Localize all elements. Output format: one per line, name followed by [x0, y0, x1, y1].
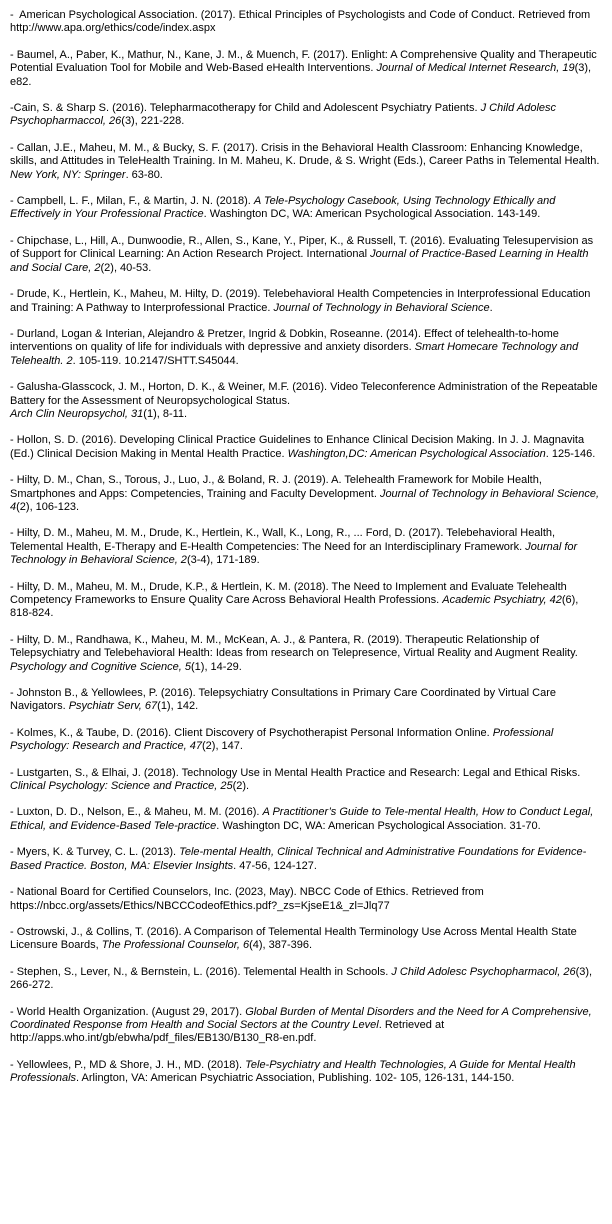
reference-text-segment: - Hilty, D. M., Randhawa, K., Maheu, M. M., McKean, A. J., & Pantera, R. (2019). Therapeutic Relationship of Telepsychiatry and Telebehavioral Health: Ideas from research on Telepresence, Virtual Reality and Augment Reality.	[10, 633, 581, 660]
reference-italic-segment: Journal for Technology in Behavioral Science, 2	[10, 540, 581, 567]
reference-text-segment: (2), 106-123.	[16, 500, 80, 513]
references-list	[10, 9, 602, 1086]
reference-item	[10, 634, 602, 674]
reference-text-segment: (3-4), 171-189.	[186, 554, 260, 567]
reference-item	[10, 767, 602, 794]
reference-item	[10, 288, 602, 315]
reference-text-segment: .	[489, 301, 493, 314]
reference-italic-segment: Journal of Practice-Based Learning in Health and Social Care, 2	[10, 248, 592, 274]
reference-text-segment: (2), 40-53.	[100, 261, 152, 274]
reference-text-segment: - American Psychological Association. (2017). Ethical Principles of Psychologists and Code of Conduct. Retrieved from http://www.apa.org/ethics/code/index.aspx	[10, 9, 594, 35]
reference-item	[10, 1006, 602, 1046]
reference-text-segment: . 63-80.	[125, 168, 163, 181]
reference-text-segment: . 125-146.	[545, 447, 596, 460]
reference-item	[10, 195, 602, 222]
reference-item	[10, 886, 602, 913]
reference-italic-segment: Journal of Medical Internet Research, 19	[376, 62, 575, 75]
reference-italic-segment: Professional Psychology: Research and Practice, 47	[10, 726, 557, 753]
reference-text-segment: . Washington DC, WA: American Psychological Association. 143-149.	[203, 208, 541, 221]
reference-text-segment: - Hollon, S. D. (2016). Developing Clinical Practice Guidelines to Enhance Clinical Decision Making. In J. J. Magnavita (Ed.) Clinical Decision Making in Mental Health Practice.	[10, 434, 588, 460]
reference-item	[10, 235, 602, 275]
reference-text-segment: (2), 147.	[202, 740, 243, 753]
reference-item	[10, 581, 602, 621]
reference-italic-segment: Smart Homecare Technology and Telehealth. 2	[10, 341, 582, 367]
reference-text-segment: (1), 8-11.	[143, 407, 188, 420]
reference-italic-segment: Arch Clin Neuropsychol, 31	[10, 407, 144, 420]
reference-text-segment: - Callan, J.E., Maheu, M. M., & Bucky, S. F. (2017). Crisis in the Behavioral Health Classroom: Enhancing Knowledge, skills, and Attitudes in TeleHealth Training. In M. Maheu, K. Drude, & S. Wright (Eds.), Career Paths in Telemental Health.	[10, 141, 603, 168]
reference-text-segment: - Luxton, D. D., Nelson, E., & Maheu, M. M. (2016).	[10, 806, 263, 819]
reference-italic-segment: Clinical Psychology: Science and Practice, 25	[10, 780, 233, 793]
reference-italic-segment: Psychiatr Serv, 67	[68, 700, 158, 713]
reference-item	[10, 527, 602, 567]
reference-item	[10, 966, 602, 993]
reference-text-segment: (2).	[232, 780, 250, 793]
reference-text-segment: - Campbell, L. F., Milan, F., & Martin, J. N. (2018).	[10, 195, 254, 208]
reference-item	[10, 474, 602, 514]
reference-text-segment: . 105-119. 10.2147/SHTT.S45044.	[72, 354, 239, 367]
reference-text-segment: - Myers, K. & Turvey, C. L. (2013).	[10, 846, 180, 859]
reference-italic-segment: Academic Psychiatry, 42	[442, 594, 562, 606]
reference-italic-segment: J Child Adolesc Psychopharmacol, 26	[391, 965, 576, 978]
reference-item	[10, 49, 602, 89]
reference-text-segment: (4), 387-396.	[249, 939, 313, 952]
reference-text-segment: - World Health Organization. (August 29, 2017).	[10, 1005, 246, 1018]
reference-text-segment: (3), e82.	[10, 62, 595, 88]
reference-item	[10, 381, 602, 421]
reference-text-segment: (3), 221-228.	[121, 115, 185, 128]
reference-italic-segment: Psychology and Cognitive Science, 5	[10, 660, 191, 673]
reference-italic-segment: New York, NY: Springer	[10, 168, 126, 181]
reference-text-segment: - Johnston B., & Yellowlees, P. (2016). Telepsychiatry Consultations in Primary Care Coordinated by Virtual Care Navigators.	[10, 687, 560, 713]
reference-text-segment: . 47-56, 124-127.	[233, 859, 317, 872]
reference-item	[10, 806, 602, 833]
reference-italic-segment: The Professional Counselor, 6	[101, 939, 250, 952]
reference-text-segment: - National Board for Certified Counselors, Inc. (2023, May). NBCC Code of Ethics. Retrieved from https://nbcc.org/assets/Ethics/NBCCCodeofEthics.pdf?_zs=KjseE1&_zl=Jlq77	[10, 886, 487, 912]
reference-text-segment: . Retrieved at http://apps.who.int/gb/ebwha/pdf_files/EB130/B130_R8-en.pdf.	[10, 1018, 448, 1045]
reference-item	[10, 434, 602, 461]
reference-italic-segment: Journal of Technology in Behavioral Science	[273, 301, 490, 314]
reference-italic-segment: A Tele-Psychology Casebook, Using Technology Ethically and Effectively in Your Professional Practice	[10, 195, 559, 221]
reference-text-segment: - Drude, K., Hertlein, K., Maheu, M. Hilty, D. (2019). Telebehavioral Health Competencies in Interprofessional Education and Training: A Pathway to Interprofessional Practice.	[10, 288, 594, 314]
reference-italic-segment: Washington,DC: American Psychological Association	[287, 447, 546, 460]
reference-text-segment: . Arlington, VA: American Psychiatric Association, Publishing. 102- 105, 126-131, 144-150.	[76, 1072, 515, 1085]
reference-item	[10, 727, 602, 754]
reference-item	[10, 687, 602, 714]
reference-text-segment: - Ostrowski, J., & Collins, T. (2016). A Comparison of Telemental Health Terminology Use Across Mental Health State Licensure Boards,	[10, 925, 580, 952]
reference-text-segment: - Galusha-Glasscock, J. M., Horton, D. K., & Weiner, M.F. (2016). Video Teleconference Administration of the Repeatable Battery for the Assessment of Neuropsychological Status.	[10, 381, 601, 407]
reference-italic-segment: Tele-Psychiatry and Health Technologies, A Guide for Mental Health Professionals	[10, 1058, 579, 1085]
reference-text-segment: - Hilty, D. M., Maheu, M. M., Drude, K.P., & Hertlein, K. M. (2018). The Need to Implement and Evaluate Telehealth Competency Frameworks to Ensure Quality Care Across Behavioral Health Professions.	[10, 580, 570, 606]
reference-text-segment: (1), 142.	[157, 700, 199, 713]
reference-text-segment: - Durland, Logan & Interian, Alejandro & Pretzer, Ingrid & Dobkin, Roseanne. (2014). Effect of telehealth-to-home interventions on quality of life for individuals with depressive and anxiety disorders.	[10, 327, 562, 354]
reference-italic-segment: Global Burden of Mental Disorders and the Need for A Comprehensive, Coordinated Response from Health and Social Sectors at the Country Level	[10, 1005, 595, 1031]
reference-item	[10, 102, 602, 129]
reference-italic-segment: Tele-mental Health, Clinical Technical and Administrative Foundations for Evidence-Based Practice. Boston, MA: Elsevier Insights	[10, 846, 587, 872]
reference-text-segment: (1), 14-29.	[191, 660, 242, 673]
reference-text-segment: -Cain, S. & Sharp S. (2016). Telepharmacotherapy for Child and Adolescent Psychiatry Patients.	[10, 102, 481, 115]
reference-item	[10, 1059, 602, 1086]
reference-italic-segment: A Practitioner’s Guide to Tele-mental Health, How to Conduct Legal, Ethical, and Evidence-Based Tele-practice	[10, 806, 597, 832]
reference-item	[10, 846, 602, 873]
reference-text-segment: - Lustgarten, S., & Elhai, J. (2018). Technology Use in Mental Health Practice and Research: Legal and Ethical Risks.	[10, 766, 584, 779]
reference-text-segment: - Kolmes, K., & Taube, D. (2016). Client Discovery of Psychotherapist Personal Information Online.	[10, 726, 493, 739]
reference-text-segment: (3), 266-272.	[10, 965, 596, 992]
reference-italic-segment: Journal of Technology in Behavioral Science, 4	[10, 487, 603, 513]
reference-text-segment: - Yellowlees, P., MD & Shore, J. H., MD. (2018).	[10, 1058, 246, 1071]
reference-item	[10, 328, 602, 368]
reference-text-segment: - Hilty, D. M., Chan, S., Torous, J., Luo, J., & Boland, R. J. (2019). A. Telehealth Framework for Mobile Health, Smartphones and Apps: Competencies, Training and Faculty Development.	[10, 474, 545, 500]
reference-text-segment: - Hilty, D. M., Maheu, M. M., Drude, K., Hertlein, K., Wall, K., Long, R., ... Ford, D. (2017). Telebehavioral Health, Telemental Health, E-Therapy and E-Health Competencies: The Need for an Interdisciplinary Framework.	[10, 527, 558, 553]
reference-italic-segment: J Child Adolesc Psychopharmaccol, 26	[10, 102, 560, 128]
reference-text-segment: (6), 818-824.	[10, 594, 582, 620]
reference-item	[10, 926, 602, 953]
reference-text-segment: - Baumel, A., Paber, K., Mathur, N., Kane, J. M., & Muench, F. (2017). Enlight: A Comprehensive Quality and Therapeutic Potential Evaluation Tool for Mobile and Web-Based eHealth Interventions.	[10, 48, 600, 75]
reference-item	[10, 9, 602, 36]
reference-text-segment: - Stephen, S., Lever, N., & Bernstein, L. (2016). Telemental Health in Schools.	[10, 965, 392, 978]
reference-text-segment: - Chipchase, L., Hill, A., Dunwoodie, R., Allen, S., Kane, Y., Piper, K., & Russell, T. (2016). Evaluating Telesupervision as of Support for Clinical Learning: An Action Research Project. International	[10, 234, 597, 261]
reference-text-segment: . Washington DC, WA: American Psychological Association. 31-70.	[216, 819, 541, 832]
reference-item	[10, 142, 602, 182]
